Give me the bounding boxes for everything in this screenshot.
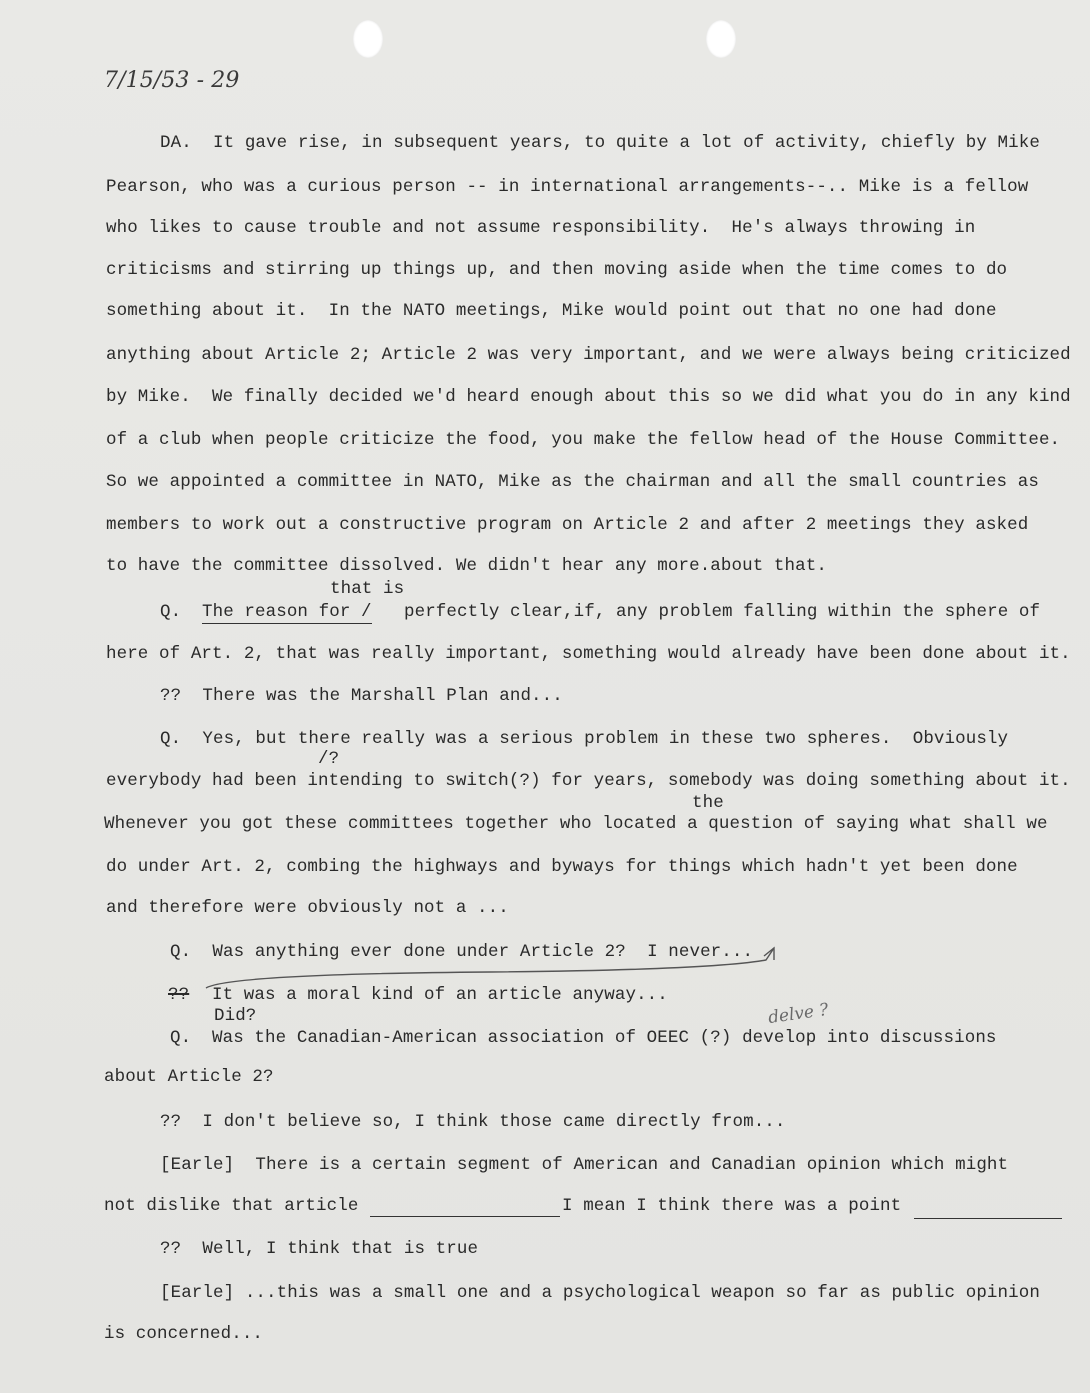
text-line: who likes to cause trouble and not assume responsibility. He's always throwing in [106,218,976,238]
text-line: by Mike. We finally decided we'd heard enough about this so we did what you do in any kind [106,387,1071,407]
interlinear-insertion: that is [330,579,405,599]
speaker-label: Q. [170,1028,192,1048]
text-line: ?? There was the Marshall Plan and... [160,686,563,706]
text-line: to have the committee dissolved. We didn't hear any more.about that. [106,556,827,576]
text-line: is concerned... [104,1324,264,1344]
text-line: ?? Well, I think that is true [160,1239,479,1259]
speaker-label: Q. [160,602,182,622]
text-line: Pearson, who was a curious person -- in international arrangements--.. Mike is a fellow [106,177,1029,197]
text-line: do under Art. 2, combing the highways and byways for things which hadn't yet been done [106,857,1018,877]
text-line: [Earle] There is a certain segment of American and Canadian opinion which might [160,1155,1009,1175]
text-line: here of Art. 2, that was really important, something would already have been done about it. [106,644,1071,664]
blank-line [914,1218,1062,1219]
text-line: DA. It gave rise, in subsequent years, to quite a lot of activity, chiefly by Mike [160,133,1040,153]
text-line: something about it. In the NATO meetings, Mike would point out that no one had done [106,301,997,321]
text-line: [Earle] ...this was a small one and a psychological weapon so far as public opinion [160,1283,1040,1303]
text-line: Q. Yes, but there really was a serious problem in these two spheres. Obviously [160,729,1009,749]
text-line: about Article 2? [104,1067,274,1087]
text-line: anything about Article 2; Article 2 was very important, and we were always being criticized [106,345,1071,365]
text-line: criticisms and stirring up things up, and then moving aside when the time comes to do [106,260,1008,280]
text-line: Q. Was anything ever done under Article 2? I never... [170,942,754,962]
interlinear-insertion: the [692,793,724,813]
text-line: So we appointed a committee in NATO, Mike as the chairman and all the small countries as [106,472,1039,492]
underlined-phrase: The reason for / [202,602,372,622]
text-line: not dislike that article [104,1196,359,1216]
interlinear-insertion: Did? [214,1006,257,1026]
interlinear-insertion: /? [318,749,340,769]
text-line: I mean I think there was a point [562,1196,902,1216]
text-line: ?? I don't believe so, I think those came directly from... [160,1112,786,1132]
page-reference: 7/15/53 - 29 [104,68,240,93]
text-line: of a club when people criticize the food, you make the fellow head of the House Committee. [106,430,1061,450]
text-line: Was the Canadian-American association of OEEC (?) develop into discussions [212,1028,997,1048]
text-line: everybody had been intending to switch(?) for years, somebody was doing something about it. [106,771,1071,791]
text-line: and therefore were obviously not a ... [106,898,509,918]
text-line: It was a moral kind of an article anyway... [212,985,668,1005]
text-line: members to work out a constructive program on Article 2 and after 2 meetings they asked [106,515,1029,535]
punch-hole-left [353,20,383,58]
text-line: perfectly clear,if, any problem falling within the sphere of [404,602,1041,622]
punch-hole-right [706,20,736,58]
pencil-annotation: delve ? [766,999,830,1029]
speaker-label-struck: ?? [168,985,190,1005]
text-line: Whenever you got these committees together who located a question of saying what shall we [104,814,1048,834]
blank-line [370,1216,560,1217]
